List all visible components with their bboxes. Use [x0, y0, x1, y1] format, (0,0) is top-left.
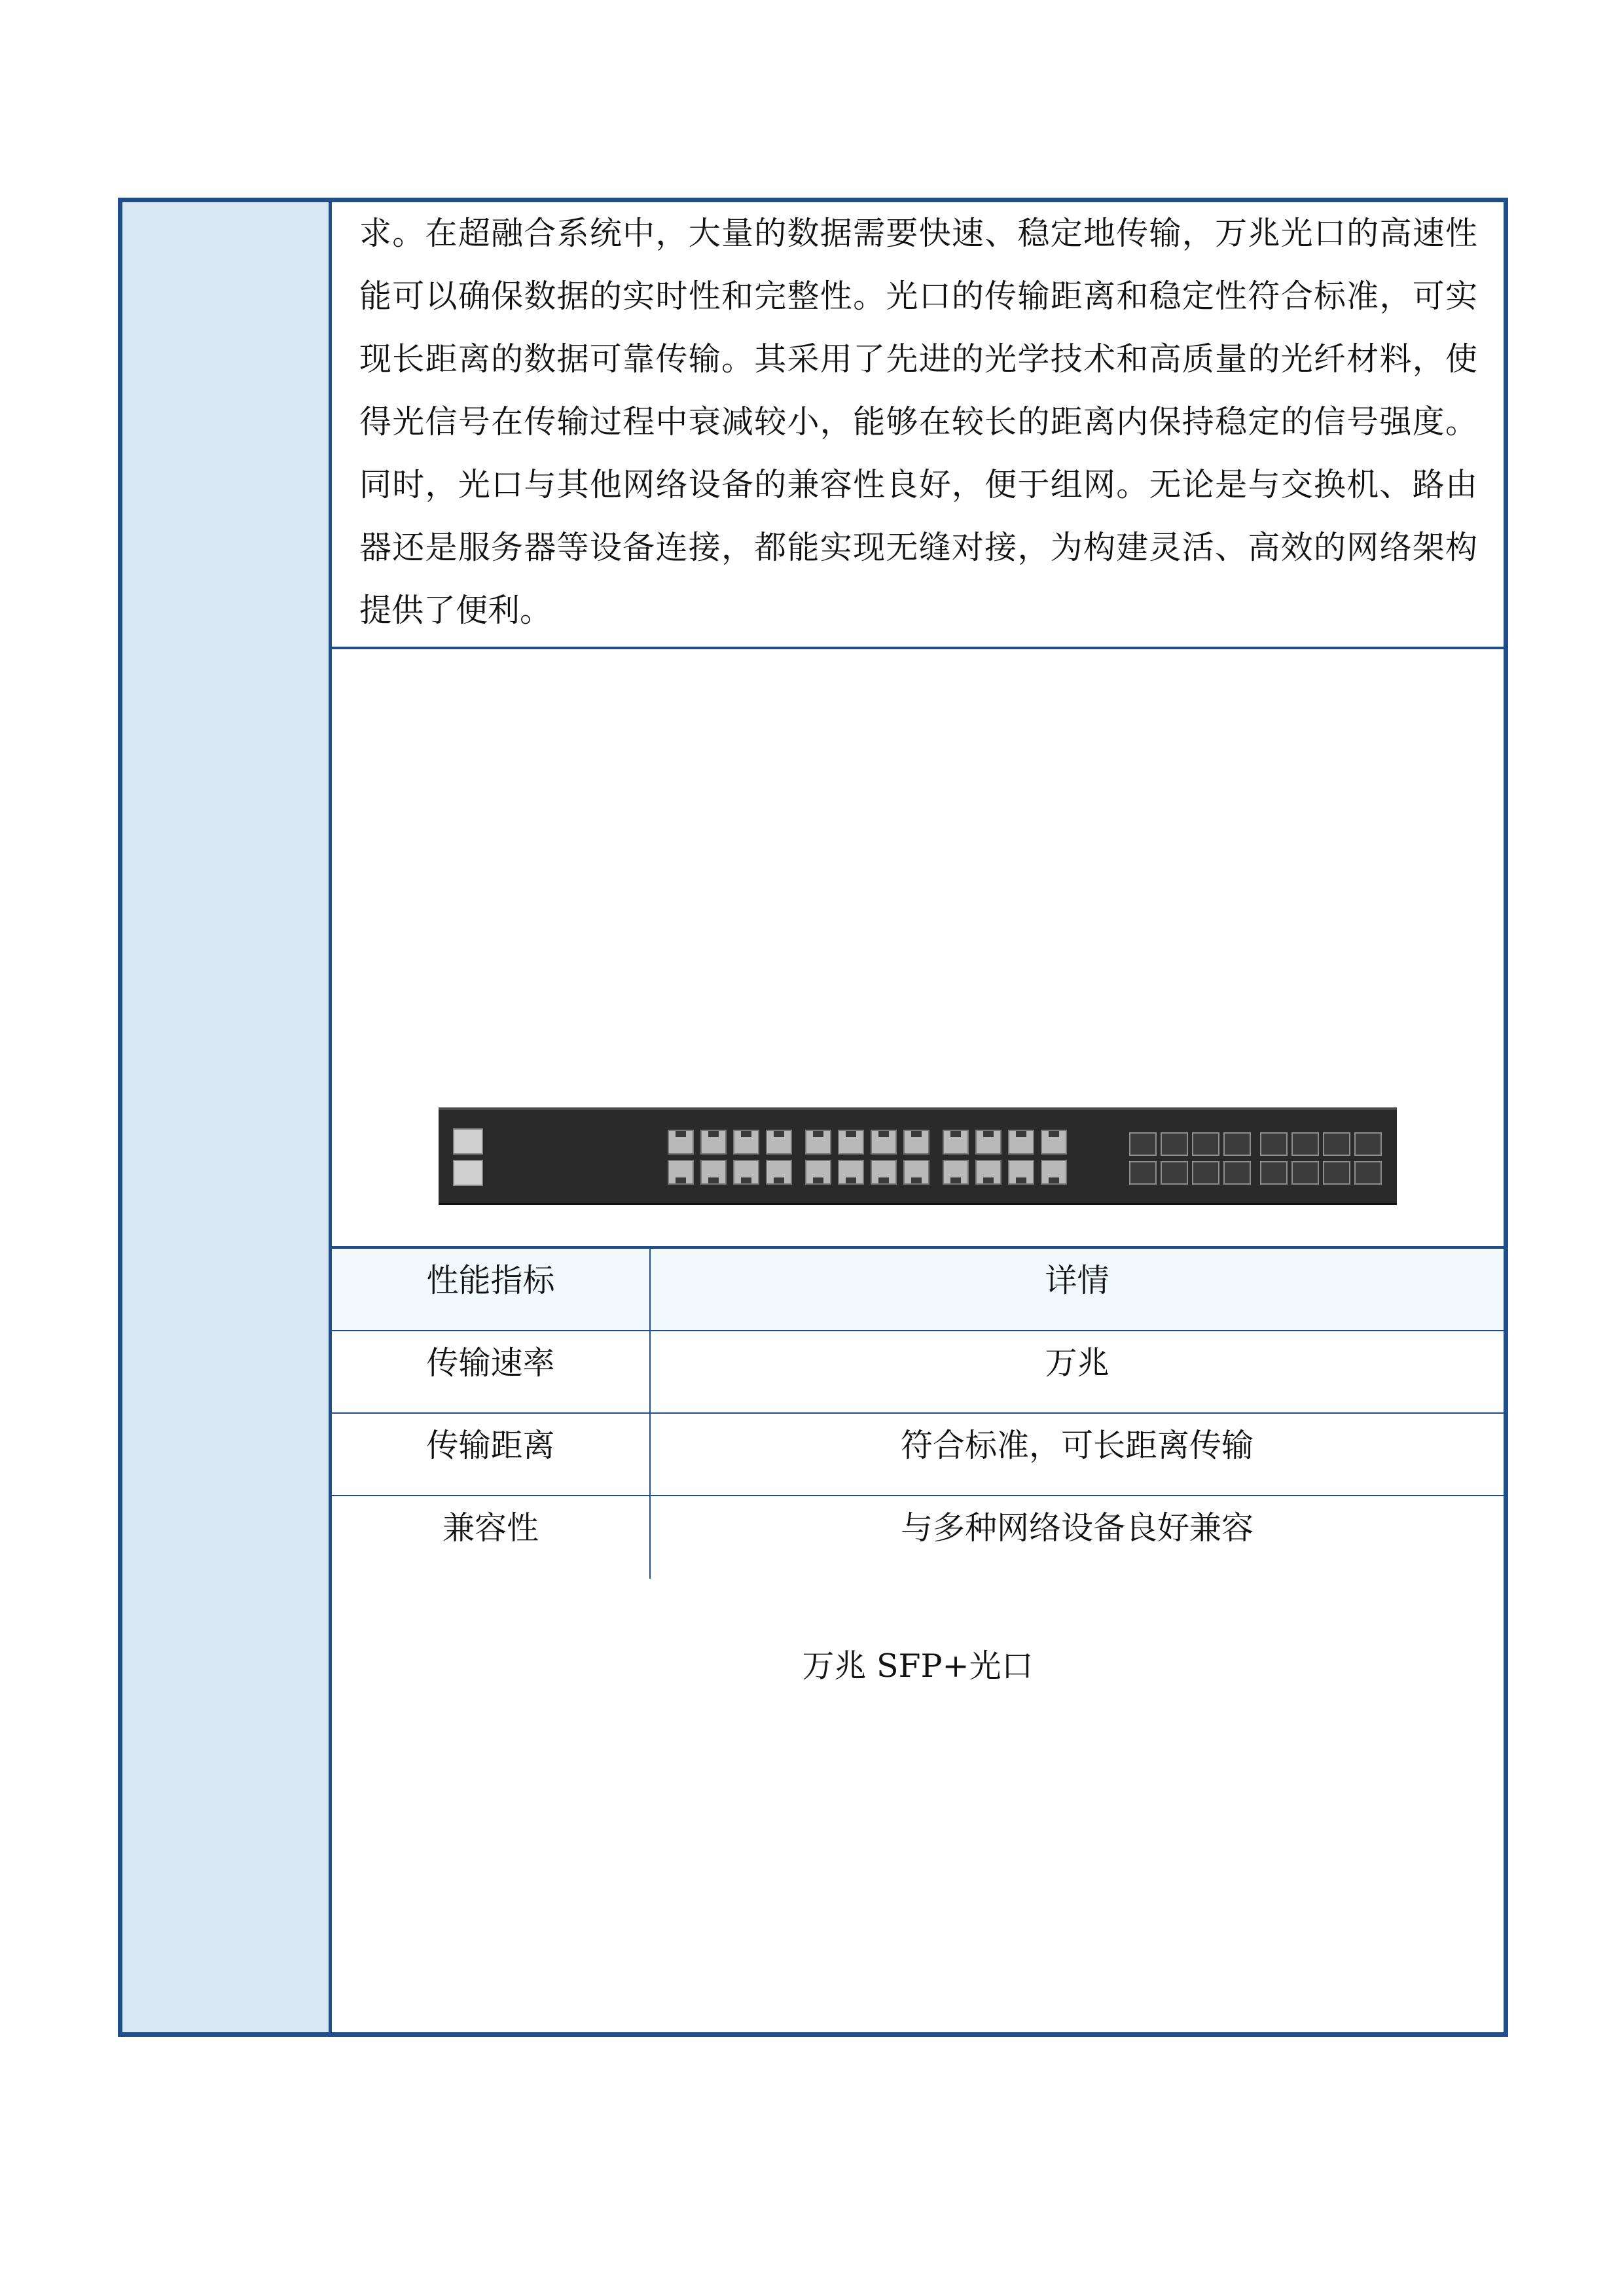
- sfp-port-group: [1129, 1132, 1254, 1187]
- table-row: [332, 1496, 1504, 1579]
- rj45-port-group: [805, 1130, 933, 1187]
- table-row: [332, 1414, 1504, 1496]
- table-header-value: 详情: [1045, 1262, 1110, 1299]
- document-frame: [118, 198, 1508, 2037]
- rj45-port-group: [943, 1130, 1071, 1187]
- switch-photo: [439, 1107, 1397, 1205]
- console-ports: [453, 1128, 483, 1191]
- content-column: [332, 202, 1504, 2032]
- table-header-key: 性能指标: [332, 1249, 651, 1330]
- rj45-port-group: [668, 1130, 796, 1187]
- sfp-port-group: [1260, 1132, 1384, 1187]
- table-row: [332, 1331, 1504, 1414]
- table-cell-key: 传输距离: [332, 1414, 651, 1495]
- paragraph-cell: [332, 202, 1504, 649]
- table-header-row: [332, 1249, 1504, 1331]
- body-paragraph: 求。在超融合系统中，大量的数据需要快速、稳定地传输，万兆光口的高速性能可以确保数据的实时性和完整性。光口的传输距离和稳定性符合标准，可实现长距离的数据可靠传输。其采用了先进的光学技术和高质量的光纤材料，使得光信号在传输过程中衰减较小，能够在较长的距离内保持稳定的信号强度。同时，光口与其他网络设备的兼容性良好，便于组网。无论是与交换机、路由器还是服务器等设备连接，都能实现无缝对接，为构建灵活、高效的网络架构提供了便利。: [359, 215, 1477, 629]
- table-cell-key: 兼容性: [332, 1496, 651, 1579]
- table-cell-value: 与多种网络设备良好兼容: [900, 1509, 1254, 1547]
- spec-table: [332, 1249, 1504, 1579]
- figure-caption: 万兆 SFP+光口: [802, 1647, 1034, 1685]
- left-column: [122, 202, 332, 2032]
- table-cell-value: 万兆: [1045, 1344, 1110, 1382]
- table-cell-value: 符合标准，可长距离传输: [900, 1427, 1254, 1464]
- table-cell-key: 传输速率: [332, 1331, 651, 1412]
